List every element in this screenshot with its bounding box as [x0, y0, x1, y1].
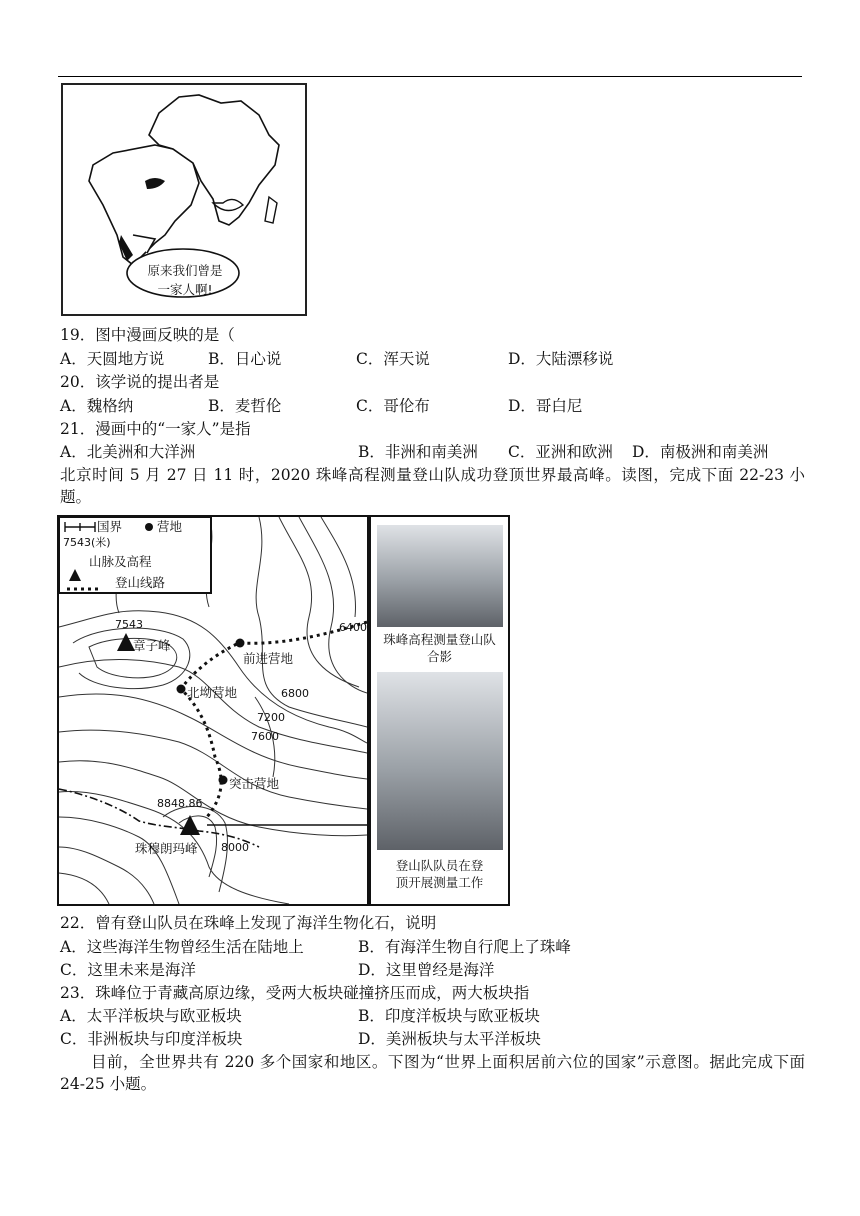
- photo1-caption-line1: 珠峰高程测量登山队: [383, 632, 496, 647]
- q20-stem: 20．该学说的提出者是: [60, 373, 220, 391]
- q20-option-b: B．麦哲伦: [208, 397, 282, 415]
- q23-option-c: C．非洲板块与印度洋板块: [60, 1030, 243, 1048]
- zhangzi-peak-label: 章子峰: [133, 638, 171, 653]
- tuji-camp-label: 突击营地: [229, 776, 280, 791]
- q19-option-c: C．浑天说: [356, 350, 430, 368]
- everest-elevation: 8848.86: [157, 797, 203, 810]
- q22-stem: 22．曾有登山队员在珠峰上发现了海洋生物化石，说明: [60, 914, 437, 932]
- q23-stem: 23．珠峰位于青藏高原边缘，受两大板块碰撞挤压而成，两大板块指: [60, 984, 530, 1002]
- everest-topographic-map: [57, 515, 369, 906]
- contour-7600: 7600: [251, 730, 279, 743]
- q21-option-d: D．南极洲和南美洲: [632, 443, 769, 461]
- contour-lines: [59, 517, 367, 904]
- q22-option-b: B．有海洋生物自行爬上了珠峰: [358, 938, 571, 956]
- q22-option-c: C．这里未来是海洋: [60, 961, 196, 979]
- q21-option-a: A．北美洲和大洋洲: [60, 443, 196, 461]
- intro-22-23: 北京时间 5 月 27 日 11 时，2020 珠峰高程测量登山队成功登顶世界最高峰。读图，完成下面 22-23 小题。: [60, 466, 805, 506]
- header-rule: [58, 76, 802, 77]
- comic-speech-line1: 原来我们曾是: [147, 263, 223, 278]
- team-group-photo: [377, 525, 503, 627]
- photo1-caption: [371, 631, 508, 665]
- beiao-camp-label: 北坳营地: [187, 685, 238, 700]
- q19-stem: 19．图中漫画反映的是（: [60, 326, 235, 344]
- expedition-photos: [369, 515, 510, 906]
- photo2-caption-line1: 登山队队员在登: [395, 858, 484, 873]
- q22-option-d: D．这里曾经是海洋: [358, 961, 495, 979]
- legend-border-label: 国界: [97, 519, 123, 534]
- q20-option-c: C．哥伦布: [356, 397, 430, 415]
- q20-option-a: A．魏格纳: [60, 397, 134, 415]
- q22-option-a: A．这些海洋生物曾经生活在陆地上: [60, 938, 304, 956]
- q20-option-d: D．哥白尼: [508, 397, 583, 415]
- intro-24-25: 目前，全世界共有 220 多个国家和地区。下图为“世界上面积居前六位的国家”示意图。据此完成下面 24-25 小题。: [60, 1053, 805, 1093]
- legend-route-label: 登山线路: [115, 575, 166, 590]
- contour-6400: 6400: [339, 621, 367, 634]
- zhangzi-elevation: 7543: [115, 618, 143, 631]
- continental-drift-comic: [61, 83, 307, 316]
- q23-option-d: D．美洲板块与太平洋板块: [358, 1030, 541, 1048]
- everest-peak-label: 珠穆朗玛峰: [135, 841, 198, 856]
- comic-speech-line2: 一家人啊!: [157, 282, 213, 297]
- q23-option-b: B．印度洋板块与欧亚板块: [358, 1007, 540, 1025]
- photo1-caption-line2: 合影: [426, 649, 452, 664]
- contour-6800: 6800: [281, 687, 309, 700]
- photo2-caption-line2: 顶开展测量工作: [395, 875, 484, 890]
- contour-8000: 8000: [221, 841, 249, 854]
- q19-option-d: D．大陆漂移说: [508, 350, 614, 368]
- legend-peak-elevation: 7543(米): [63, 536, 111, 549]
- legend-camp-label: 营地: [157, 519, 183, 534]
- q21-option-c: C．亚洲和欧洲: [508, 443, 613, 461]
- summit-survey-photo: [377, 672, 503, 850]
- q19-option-b: B．日心说: [208, 350, 282, 368]
- photo2-caption: [371, 857, 508, 891]
- contour-7200: 7200: [257, 711, 285, 724]
- q19-option-a: A．天圆地方说: [60, 350, 165, 368]
- qianjin-camp-label: 前进营地: [243, 651, 294, 666]
- q21-option-b: B．非洲和南美洲: [358, 443, 478, 461]
- q23-option-a: A．太平洋板块与欧亚板块: [60, 1007, 242, 1025]
- legend-peak-label: 山脉及高程: [89, 554, 152, 569]
- q21-stem: 21．漫画中的“一家人”是指: [60, 420, 251, 438]
